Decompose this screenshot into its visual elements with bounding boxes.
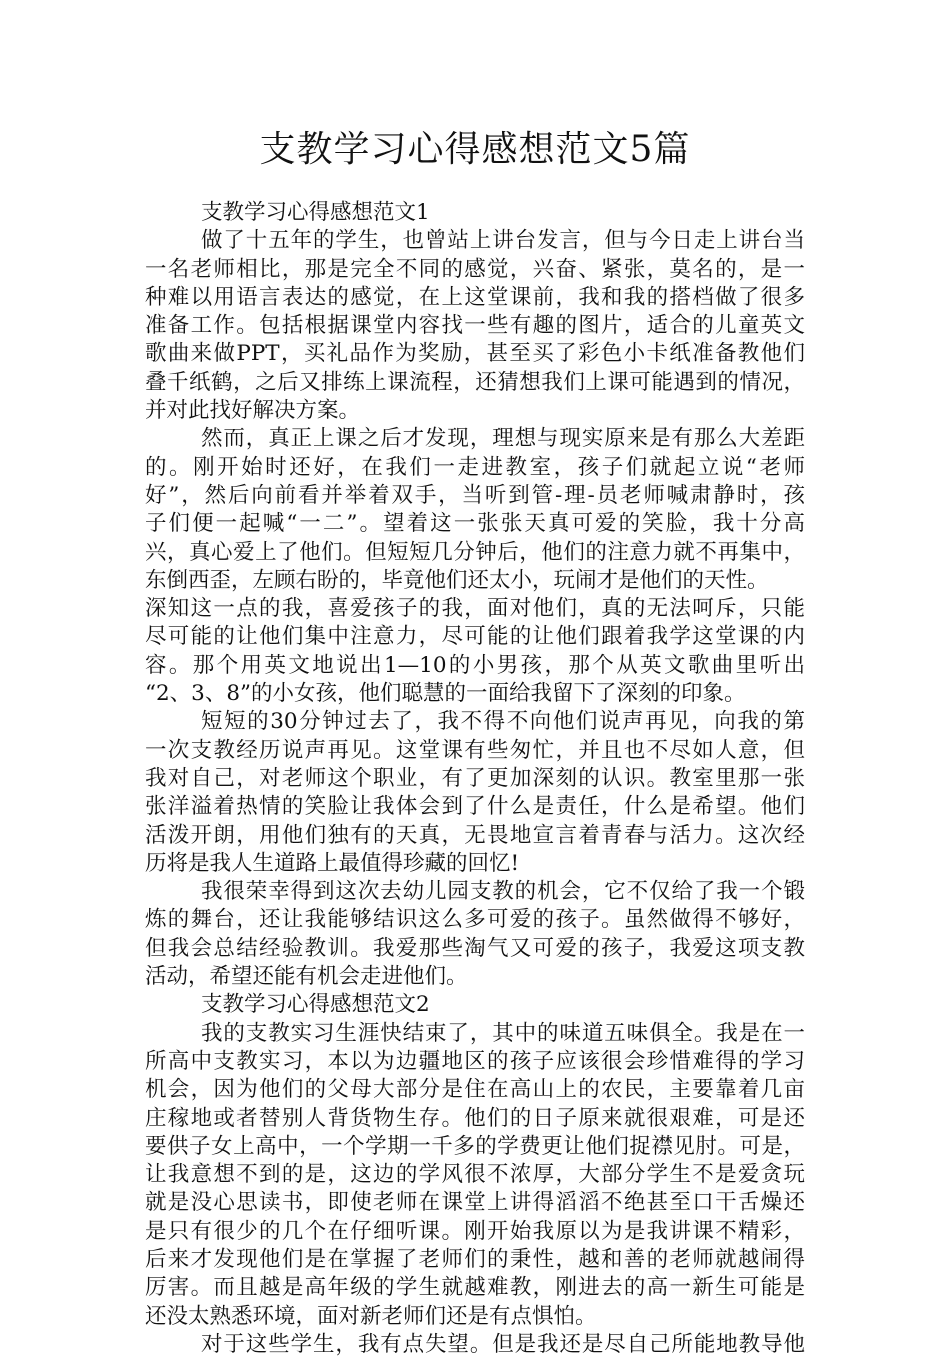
paragraph-line: 所高中支教实习，本以为边疆地区的孩子应该很会珍惜难得的学习 <box>145 1048 805 1074</box>
paragraph-line: 张洋溢着热情的笑脸让我体会到了什么是责任，什么是希望。他们 <box>145 794 805 820</box>
paragraph-line: 要供子女上高中，一个学期一千多的学费更让他们捉襟见肘。可是， <box>145 1133 805 1159</box>
paragraph-line: 但我会总结经验教训。我爱那些淘气又可爱的孩子，我爱这项支教 <box>145 935 805 961</box>
paragraph-line: 种难以用语言表达的感觉，在上这堂课前，我和我的搭档做了很多 <box>145 284 805 310</box>
paragraph-line: 一名老师相比，那是完全不同的感觉，兴奋、紧张，莫名的，是一 <box>145 256 805 282</box>
paragraph-line: 一次支教经历说声再见。这堂课有些匆忙，并且也不尽如人意，但 <box>145 737 805 763</box>
paragraph-line: 炼的舞台，还让我能够结识这么多可爱的孩子。虽然做得不够好， <box>145 907 805 933</box>
paragraph-line: 然而，真正上课之后才发现，理想与现实原来是有那么大差距 <box>201 426 805 452</box>
paragraph-line: 我的支教实习生涯快结束了，其中的味道五味俱全。我是在一 <box>201 1020 805 1046</box>
paragraph-line: “2、3、8”的小女孩，他们聪慧的一面给我留下了深刻的印象。 <box>145 681 746 707</box>
section-heading-2: 支教学习心得感想范文2 <box>201 992 430 1018</box>
paragraph-line: 好”，然后向前看并举着双手，当听到管-理-员老师喊肃静时，孩 <box>145 482 805 508</box>
paragraph-line: 兴，真心爱上了他们。但短短几分钟后，他们的注意力就不再集中， <box>145 539 805 565</box>
paragraph-line: 准备工作。包括根据课堂内容找一些有趣的图片，适合的儿童英文 <box>145 313 805 339</box>
paragraph-line: 东倒西歪，左顾右盼的，毕竟他们还太小，玩闹才是他们的天性。 <box>145 567 769 593</box>
paragraph-line: 容。那个用英文地说出1—10的小男孩，那个从英文歌曲里听出 <box>145 652 805 678</box>
paragraph-line: 让我意想不到的是，这边的学风很不浓厚，大部分学生不是爱贪玩 <box>145 1162 805 1188</box>
paragraph-line: 尽可能的让他们集中注意力，尽可能的让他们跟着我学这堂课的内 <box>145 624 805 650</box>
paragraph-line: 后来才发现他们是在掌握了老师们的秉性，越和善的老师就越闹得 <box>145 1246 805 1272</box>
paragraph-line: 对于这些学生，我有点失望。但是我还是尽自己所能地教导他 <box>201 1331 805 1357</box>
paragraph-line: 短短的30分钟过去了，我不得不向他们说声再见，向我的第 <box>201 709 805 735</box>
paragraph-line: 是只有很少的几个在仔细听课。刚开始我原以为是我讲课不精彩， <box>145 1218 805 1244</box>
paragraph-line: 庄稼地或者替别人背货物生存。他们的日子原来就很艰难，可是还 <box>145 1105 805 1131</box>
paragraph-line: 活动，希望还能有机会走进他们。 <box>145 964 468 990</box>
paragraph-line: 活泼开朗，用他们独有的天真，无畏地宣言着青春与活力。这次经 <box>145 822 805 848</box>
paragraph-line: 厉害。而且越是高年级的学生就越难教，刚进去的高一新生可能是 <box>145 1275 805 1301</box>
paragraph-line: 做了十五年的学生，也曾站上讲台发言，但与今日走上讲台当 <box>201 228 805 254</box>
paragraph-line: 就是没心思读书，即使老师在课堂上讲得滔滔不绝甚至口干舌燥还 <box>145 1190 805 1216</box>
document-body <box>145 199 805 1359</box>
paragraph-line: 叠千纸鹤，之后又排练上课流程，还猜想我们上课可能遇到的情况， <box>145 369 805 395</box>
paragraph-line: 深知这一点的我，喜爱孩子的我，面对他们，真的无法呵斥，只能 <box>145 596 805 622</box>
paragraph-line: 机会，因为他们的父母大部分是住在高山上的农民，主要靠着几亩 <box>145 1077 805 1103</box>
paragraph-line: 我很荣幸得到这次去幼儿园支教的机会，它不仅给了我一个锻 <box>201 879 805 905</box>
paragraph-line: 历将是我人生道路上最值得珍藏的回忆! <box>145 850 520 876</box>
paragraph-line: 我对自己，对老师这个职业，有了更加深刻的认识。教室里那一张 <box>145 765 805 791</box>
paragraph-line: 还没太熟悉环境，面对新老师们还是有点惧怕。 <box>145 1303 597 1329</box>
document-title: 支教学习心得感想范文5篇 <box>259 129 691 170</box>
section-heading-1: 支教学习心得感想范文1 <box>201 200 430 225</box>
paragraph-line: 的。刚开始时还好，在我们一走进教室，孩子们就起立说“老师 <box>145 454 805 480</box>
paragraph-line: 歌曲来做PPT，买礼品作为奖励，甚至买了彩色小卡纸准备教他们 <box>145 341 805 367</box>
paragraph-line: 子们便一起喊“一二”。望着这一张张天真可爱的笑脸，我十分高 <box>145 511 805 537</box>
paragraph-line: 并对此找好解决方案。 <box>145 398 361 424</box>
